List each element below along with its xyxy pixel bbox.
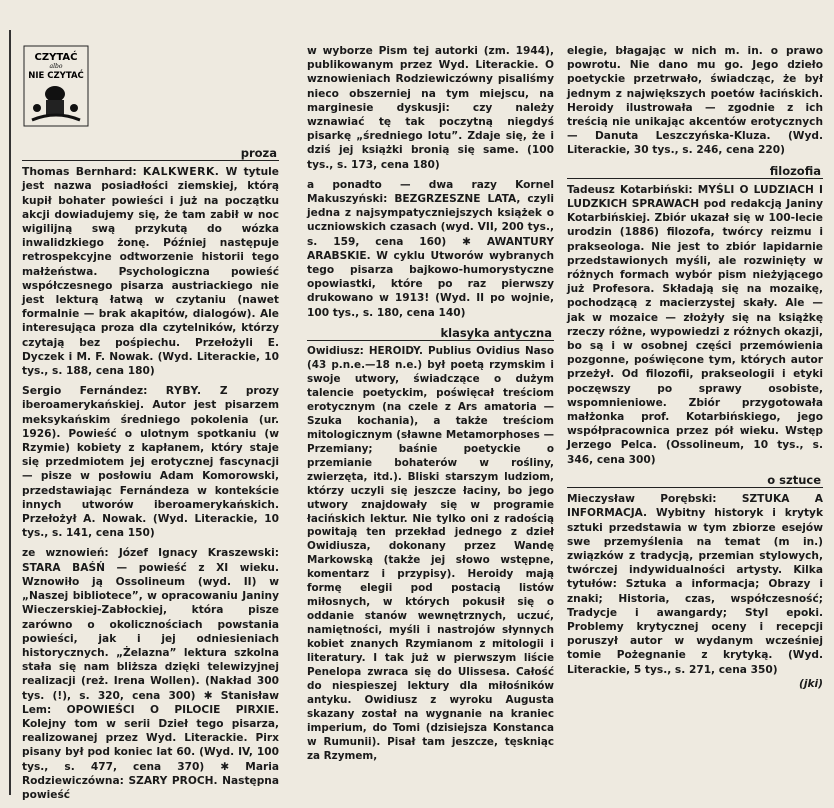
logo-line3: NIE CZYTAĆ (28, 71, 84, 81)
kotarbinski-paragraph: Tadeusz Kotarbiński: MYŚLI O LUDZIACH I LUDZKICH SPRAWACH pod redakcją Janiny Kotarbińskiej. Zbiór ukazał się w 100-lecie urodzin (1886) filozofa, twórcy reizmu i prakseologa. Nie jest to zbiór lapidarnie przedstawionych myśli, ale rozwinięty w różnych formach wybór pism nieżyjącego już Profesora. Składają się na mozaikę, pochodzącą z macierzystej skały. Ale — jak w mozaice — złożyły się na książkę rzeczy różne, wypowiedzi z różnych okazji, bo są i w osobnej części przemówienia pozgonne, poświęcone tym, których autor przeżył. Od filozofii, prakseologii i etyki poczęwszy po sprawy osobiste, wspomnieniowe. Zbiór przygotowała małżonka prof. Kotarbińskiego, jego współpracownica przez pół wieku. Wstęp Jerzego Pelca. (Ossolineum, 10 tys., s. 346, cena 300) (567, 183, 823, 466)
section-heading-filozofia: filozofia (567, 164, 823, 179)
review-author: Sergio Fernández: (22, 384, 148, 398)
makuszynski-paragraph: a ponadto — dwa razy Kornel Makuszyński: BEZGRZESZNE LATA, czyli jedna z najsympatyczniejszych książek o uczniowskich czasach (wyd. VII, 200 tys., s. 159, cena 160) ✱ AWANTURY ARABSKIE. W cyklu Utworów wybranych tego pisarza bajkowo-humorystyczne opowiastki, które po raz pierwszy drukowano w 1913! (Wyd. II po wojnie, 100 tys., s. 180, cena 140) (307, 178, 554, 319)
czytac-logo-icon (22, 44, 90, 128)
section-heading-klasyka: klasyka antyczna (307, 326, 554, 341)
porebski-paragraph: Mieczysław Porębski: SZTUKA A INFORMACJA. Wybitny historyk i krytyk sztuki przedstawia w tym zbiorze esejów swe przemyślenia na temat (m in.) związków z tradycją, przemian stylowych, twórczej indywidualności artysty. Kilka tytułów: Sztuka a informacja; Obrazy i znaki; Historia, czas, współczesność; Tradycje i awangardy; Styl epoki. Problemy krytycznej oceny i recepcji poruszył autor w wydanym wcześniej tomie Pożegnanie z krytyką. (Wyd. Literackie, 5 tys., s. 271, cena 350) (567, 493, 823, 676)
review-text: Z prozy iberoamerykańskiej. Autor jest pisarzem meksykańskim średniego pokolenia (ur. 1926). Powieść o ulotnym spotkaniu (w Rzymie) kobiety z kapłanem, który staje się przedmiotem jej erotycznej fascynacji — pisze w posłowiu Adam Komorowski, przedstawiając Fernándeza w kontekście innych utworów iberoamerykańskich. Przełożył A. Nowak. (Wyd. Literackie, 10 tys., s. 141, cena 150) (22, 385, 279, 540)
signature: (jki) (799, 677, 823, 690)
review-fernandez (22, 384, 279, 540)
column-3 (567, 44, 823, 691)
section-heading-proza: proza (22, 146, 279, 161)
heroidy-continued: elegie, błagając w nich m. in. o prawo powrotu. Nie dano mu go. Jego dzieło poetyckie przetrwało, świadcząc, że był jednym z największych poetów łacińskich. Heroidy ilustrowała — zgodnie z ich treścią nie unikając akcentów erotycznych — Danuta Leszczyńska-Kluza. (Wyd. Literackie, 30 tys., s. 246, cena 220) (567, 45, 823, 157)
column-1 (22, 144, 279, 808)
review-bernhard (22, 165, 279, 378)
review-title: RYBY. (165, 384, 202, 398)
review-text: W tytule jest nazwa posiadłości ziemskiej, którą kupił bohater powieści i już na początku akcji dowiadujemy się, że tam zabił w noc wigilijną swą przykutą do wózka inwalidzkiego żonę. Później następuje retrospekcyjne odtworzenie historii tego małżeństwa. Psychologiczna powieść współczesnego pisarza austriackiego nie jest lekturą łatwą w czytaniu (nawet formalnie — brak akapitów, dialogów). Ale interesująca proza dla czytelników, którzy czytają bez pośpiechu. Przełożyli E. Dyczek i M. F. Nowak. (Wyd. Literackie, 10 tys., s. 188, cena 180) (22, 166, 279, 378)
owidiusz-paragraph: Owidiusz: HEROIDY. Publius Ovidius Naso (43 p.n.e.—18 n.e.) był poetą rzymskim i swoje utwory, świadczące o dużym talencie poetyckim, poświęcał treściom erotycznym (na czele z Ars amatoria — Szuka kochania), a także treściom mitologicznym (sławne Metamorphoses — Przemiany; baśnie poetyckie o przemianie bohaterów w rośliny, zwierzęta, itd.). Bliski starszym ludziom, którzy uczyli się jeszcze łaciny, bo jego utwory znajdowały się w programie łacińskich lektur. Nie tylko oni z radością powitają ten przekład jednego z dzieł Owidiusza, dokonany przez Wandę Markowską (także jej słowo wstępne, komentarz i przypisy). Heroidy mają formę elegii pod postacią listów miłosnych, w których pokusił się o oddanie stanów wewnętrznych, uczuć, namiętności, myśli i nastrojów słynnych kobiet znanych Rzymianom z mitologii i literatury. I tak już w pierwszym liście Penelopa zwraca się do Ulissesa. Całość do niespieszej lektury dla miłośników antyku. Owidiusz z wyroku Augusta skazany został na wygnanie na kraniec imperium, do Tomi (dzisiejsza Konstanca w Rumunii). Pisał tam jeszcze, tęskniąc za Rzymem, (307, 345, 554, 762)
logo-line2: albo (49, 63, 63, 70)
review-title: KALKWERK. (142, 165, 220, 179)
review-author: Thomas Bernhard: (22, 165, 137, 179)
column-2 (307, 44, 554, 764)
section-heading-o-sztuce: o sztuce (567, 473, 823, 488)
reprints-paragraph: ze wznowień: Józef Ignacy Kraszewski: STARA BAŚŃ — powieść z XI wieku. Wznowiło ją Ossolineum (wyd. II) w „Naszej bibliotece”, w opracowaniu Janiny Wieczerskiej-Zabłockiej, która pisze zarówno o okolicznościach powstania powieści, jak i jej odniesieniach historycznych. „Żelazna” lektura szkolna stała się nam bliższa dzięki telewizyjnej realizacji (reż. Irena Wollen). (Nakład 300 tys. (!), s. 320, cena 300) ✱ Stanisław Lem: OPOWIEŚCI O PILOCIE PIRXIE. Kolejny tom w serii Dzieł tego pisarza, realizowanej przez Wyd. Literackie. Pirx pisany był pod koniec lat 60. (Wyd. IV, 100 tys., s. 477, cena 370) ✱ Maria Rodziewiczówna: SZARY PROCH. Następna powieść (22, 547, 279, 801)
logo-line1: CZYTAĆ (34, 52, 78, 63)
rodziewiczowna-continued: w wyborze Pism tej autorki (zm. 1944), publikowanym przez Wyd. Literackie. O wznowieniach Rodziewiczówny pisaliśmy nieco obszerniej na tym miejscu, na marginesie dyskusji: czy należy wznawiać tę tak poczytną niegdyś pisarkę „średniego lotu”. Zdaje się, że i dziś jej książki bronią się same. (100 tys., s. 173, cena 180) (307, 45, 554, 171)
left-border-rule (9, 30, 11, 795)
